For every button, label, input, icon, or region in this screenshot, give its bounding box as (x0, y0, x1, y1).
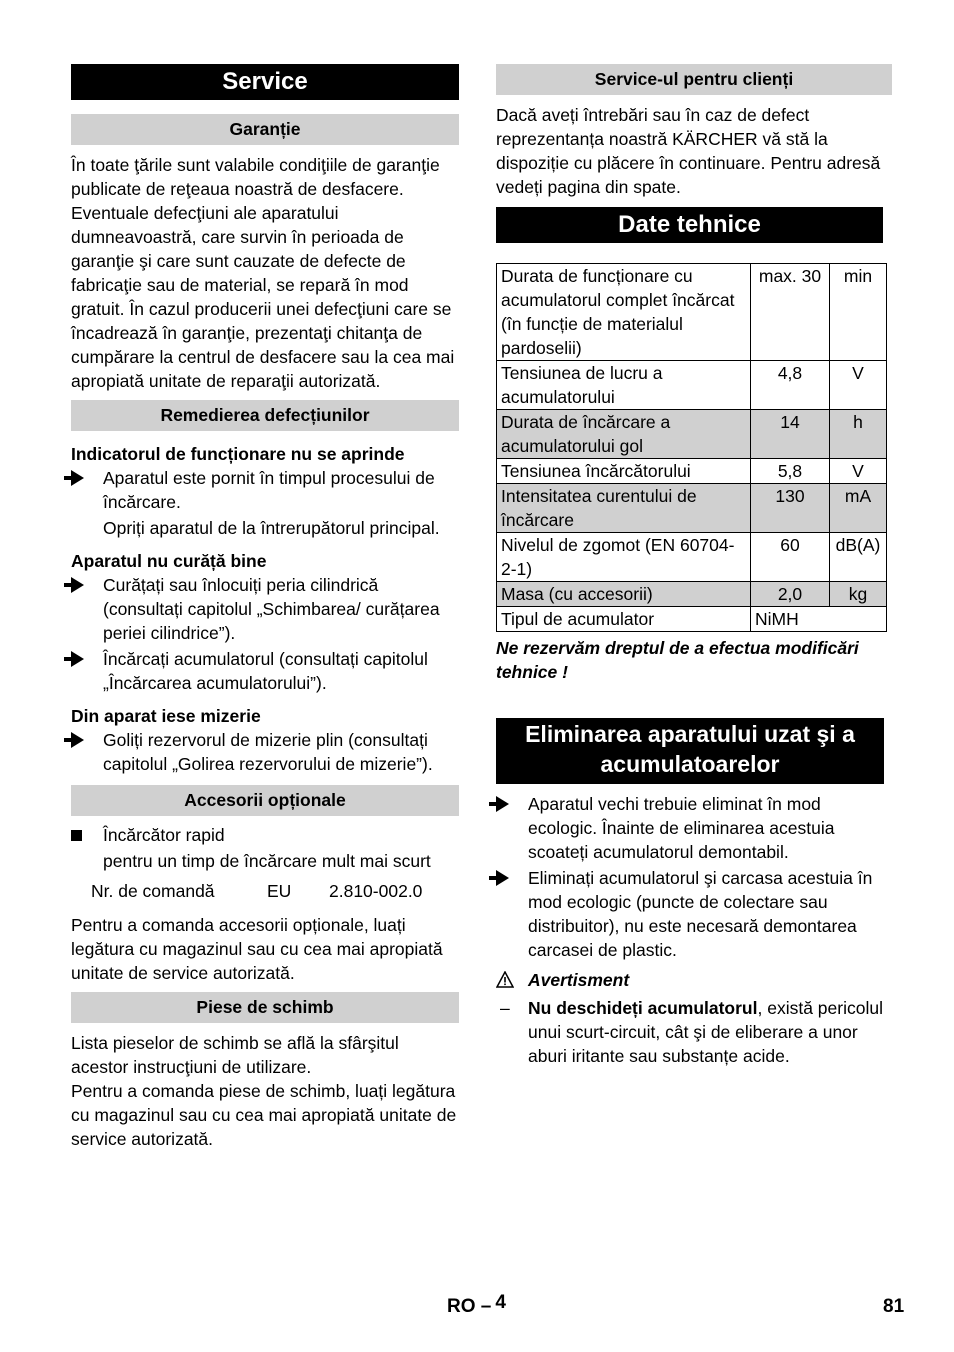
page-number: 81 (883, 1296, 905, 1317)
accessory-description: pentru un timp de încărcare mult mai scurt (103, 851, 431, 871)
arrow-icon (71, 466, 95, 492)
param-label: Intensitatea curentului de încărcare (497, 484, 751, 533)
param-label: Nivelul de zgomot (EN 60704-2-1) (497, 533, 751, 582)
footer-lang: RO (447, 1296, 476, 1317)
right-column (496, 64, 892, 1068)
remediere-heading: Remedierea defecțiunilor (71, 400, 459, 431)
piese-text: Pentru a comanda piese de schimb, luați legătura cu magazinul sau cu cea mai apropiată unitate de service autorizată. (71, 1081, 457, 1149)
table-row (497, 361, 887, 410)
arrow-icon (496, 866, 520, 892)
param-value: NiMH (751, 607, 887, 632)
left-column (71, 64, 459, 1151)
table-row (497, 459, 887, 484)
problem-title: Aparatul nu curăță bine (71, 551, 267, 571)
list-item (71, 573, 459, 645)
garantie-text: În toate ţările sunt valabile condiţiile de garanţie publicate de reţeaua noastră de desfacere. Eventuale defecţiuni ale aparatului dumneavoastră, care survin în perioada de garanţie şi care sunt cauzate de defecte de fabricaţie sau de material, se repară în mod gratuit. În cazul producerii unei defecţiuni care se încadrează în garanţie, prezentaţi chitanţa de cumpărare la centrul de desfacere sau la cea mai apropiată unitate de reparaţii autorizată. (71, 155, 455, 391)
arrow-icon (71, 647, 95, 673)
param-label: Durata de încărcare a acumulatorului gol (497, 410, 751, 459)
problem-title: Indicatorul de funcționare nu se aprinde (71, 444, 405, 464)
accesorii-heading: Accesorii opționale (71, 785, 459, 816)
table-row (497, 484, 887, 533)
garantie-heading: Garanție (71, 114, 459, 145)
table-row (497, 533, 887, 582)
footer-local-page: 4 (495, 1292, 506, 1313)
param-label: Tipul de acumulator (497, 607, 751, 632)
param-value: 4,8 (751, 361, 830, 410)
service-title: Service (71, 64, 459, 100)
problem-fix: Opriți aparatul de la întrerupătorul principal. (103, 518, 440, 538)
param-value: 60 (751, 533, 830, 582)
order-label: Nr. de comandă (91, 881, 215, 901)
order-number-row (71, 879, 459, 903)
dash-bullet-icon: – (500, 998, 510, 1018)
list-item (496, 866, 892, 962)
accesorii-text: Pentru a comanda accesorii opționale, luați legătura cu magazinul sau cu cea mai apropiată unitate de service autorizată. (71, 915, 443, 983)
clienti-heading: Service-ul pentru clienți (496, 64, 892, 95)
date-tehnice-title: Date tehnice (496, 207, 883, 243)
footer-language-page (447, 1292, 506, 1319)
param-value: max. 30 (751, 264, 830, 361)
param-unit: kg (830, 582, 887, 607)
param-label: Masa (cu accesorii) (497, 582, 751, 607)
warning-item (496, 996, 892, 1068)
problem-title: Din aparat iese mizerie (71, 706, 261, 726)
param-value: 2,0 (751, 582, 830, 607)
table-row (497, 607, 887, 632)
clienti-text: Dacă aveți întrebări sau în caz de defect reprezentanța noastră KÄRCHER vă stă la dispoziție cu plăcere în continuare. Pentru adresă vedeți pagina din spate. (496, 105, 881, 197)
warning-title: Avertisment (528, 970, 630, 990)
param-label: Durata de funcționare cu acumulatorul complet încărcat (în funcție de materialul pardoselii) (497, 264, 751, 361)
param-unit: min (830, 264, 887, 361)
warning-text: , există pericolul unui scurt-circuit, cât şi de eliberare a unor aburi iritante sau substanțe acide. (528, 998, 883, 1066)
list-item (71, 728, 459, 776)
disposal-text: Eliminați acumulatorul şi carcasa acestuia în mod ecologic (puncte de colectare sau distribuitor), nu este necesară demontarea carcasei de plastic. (528, 868, 873, 960)
param-unit: V (830, 459, 887, 484)
problem-fix: Încărcați acumulatorul (consultați capitolul „Încărcarea acumulatorului”). (103, 649, 428, 693)
list-item (496, 792, 892, 864)
arrow-icon (71, 728, 95, 754)
problem-fix: Curățați sau înlocuiți peria cilindrică (consultați capitolul „Schimbarea/ curățarea periei cilindrice”). (103, 575, 440, 643)
accessory-item (71, 823, 459, 847)
param-unit: h (830, 410, 887, 459)
problem-cause: Aparatul este pornit în timpul procesului de încărcare. (103, 468, 435, 512)
order-number: 2.810-002.0 (329, 881, 423, 901)
eliminare-title: Eliminarea aparatului uzat şi a acumulatoarelor (496, 718, 884, 784)
warning-heading (496, 968, 892, 992)
param-label: Tensiunea încărcătorului (497, 459, 751, 484)
piese-text: Lista pieselor de schimb se află la sfârşitul acestor instrucţiuni de utilizare. (71, 1033, 399, 1077)
param-unit: mA (830, 484, 887, 533)
technical-data-table (496, 263, 887, 632)
param-value: 130 (751, 484, 830, 533)
param-unit: dB(A) (830, 533, 887, 582)
disposal-text: Aparatul vechi trebuie eliminat în mod ecologic. Înainte de eliminarea acestuia scoateți acumulatorul demontabil. (528, 794, 835, 862)
table-row (497, 410, 887, 459)
piese-heading: Piese de schimb (71, 992, 459, 1023)
technical-note: Ne rezervăm dreptul de a efectua modificări tehnice ! (496, 638, 859, 682)
problem-fix: Goliți rezervorul de mizerie plin (consultați capitolul „Golirea rezervorului de mizerie”). (103, 730, 433, 774)
arrow-icon (71, 573, 95, 599)
list-item (71, 647, 459, 695)
param-unit: V (830, 361, 887, 410)
square-bullet-icon (71, 823, 95, 847)
footer-dash: – (480, 1296, 492, 1317)
list-item (71, 466, 459, 514)
param-value: 14 (751, 410, 830, 459)
table-row (497, 264, 887, 361)
list-item (71, 516, 459, 540)
order-region: EU (267, 881, 292, 901)
param-label: Tensiunea de lucru a acumulatorului (497, 361, 751, 410)
accessory-name: Încărcător rapid (103, 825, 225, 845)
table-row (497, 582, 887, 607)
warning-triangle-icon (496, 968, 520, 994)
arrow-icon (496, 792, 520, 818)
warning-bold: Nu deschideți acumulatorul (528, 998, 758, 1018)
param-value: 5,8 (751, 459, 830, 484)
